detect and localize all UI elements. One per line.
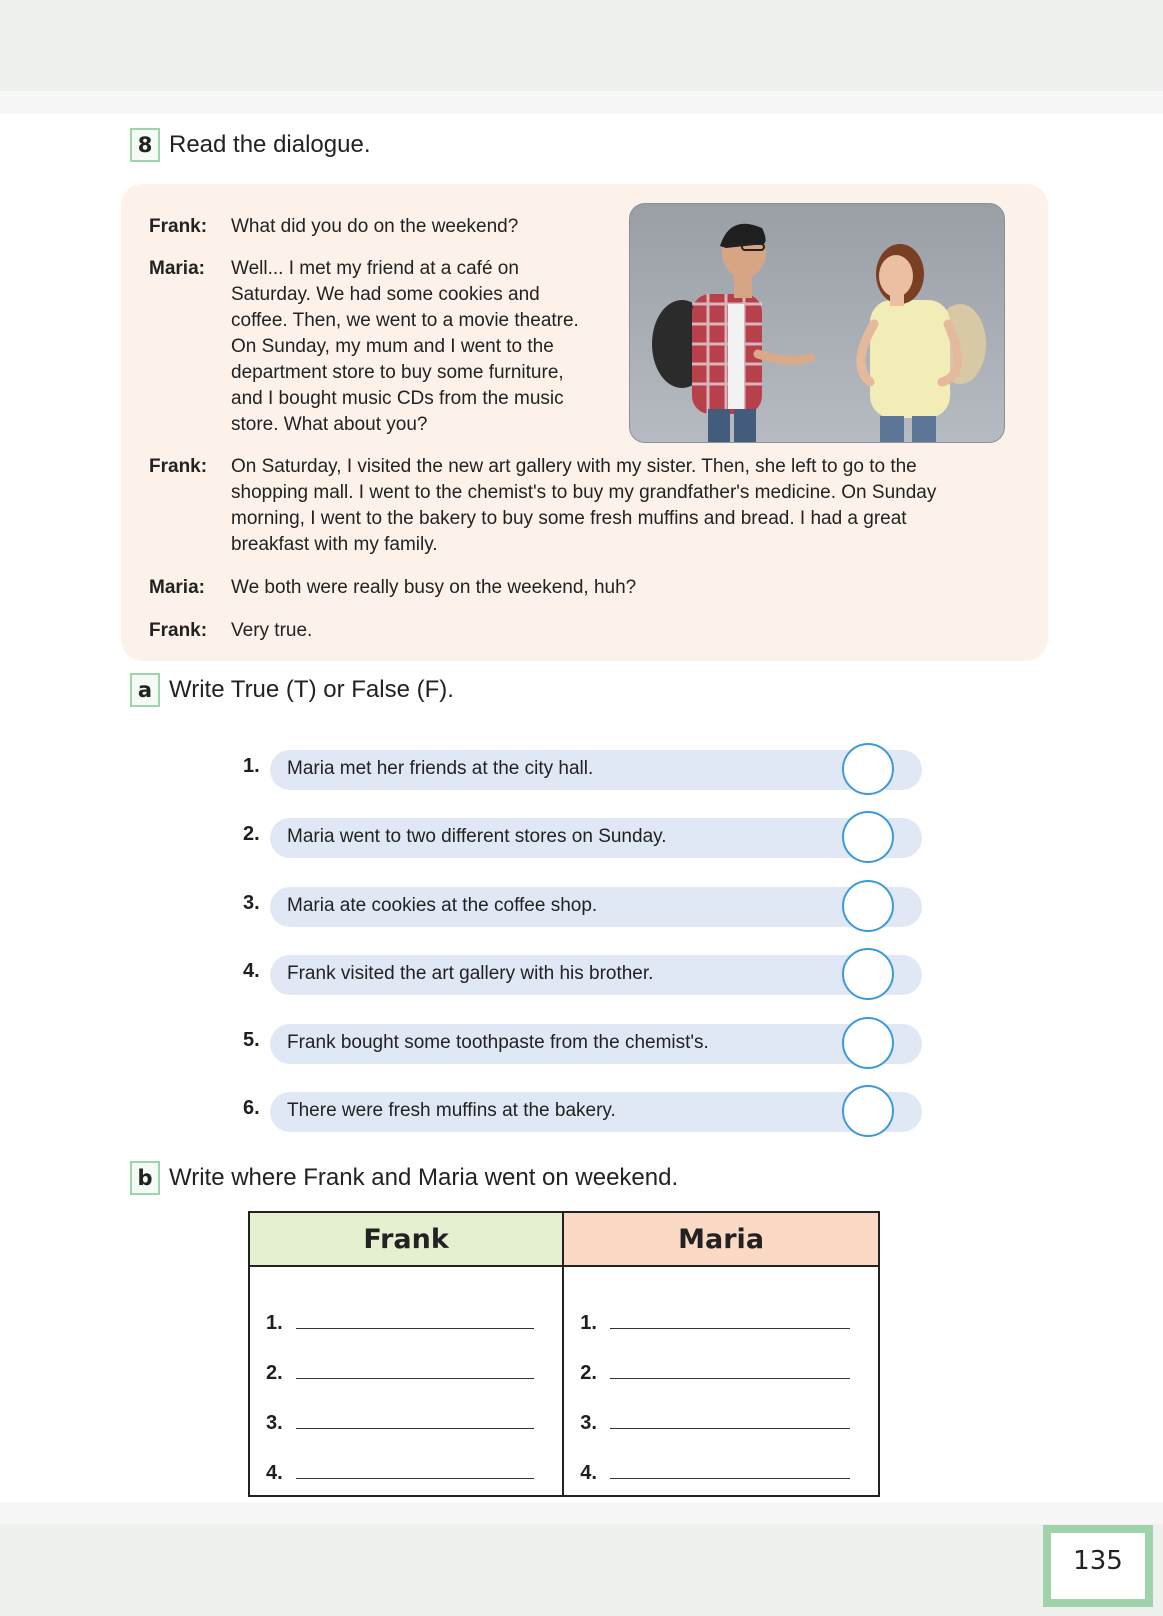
frank-column-header: Frank xyxy=(249,1212,563,1266)
places-table xyxy=(248,1211,880,1497)
blank-underline[interactable] xyxy=(296,1427,534,1429)
maria-answers xyxy=(563,1266,879,1496)
statement-text: Maria went to two different stores on Sunday. xyxy=(287,826,667,847)
answer-line[interactable] xyxy=(266,1435,534,1485)
speaker-label: Frank: xyxy=(149,620,208,641)
answer-circle[interactable] xyxy=(842,948,894,1000)
section-letter-badge: b xyxy=(130,1161,160,1195)
bottom-band-light xyxy=(0,1502,1163,1524)
frank-answers xyxy=(249,1266,563,1496)
statement-text: Maria met her friends at the city hall. xyxy=(287,758,594,779)
statement-text: Maria ate cookies at the coffee shop. xyxy=(287,895,598,916)
section-b-heading xyxy=(130,1161,678,1195)
true-false-item xyxy=(243,1016,923,1070)
line-number: 2. xyxy=(580,1362,597,1384)
item-number: 3. xyxy=(243,892,260,914)
blank-underline[interactable] xyxy=(296,1477,534,1479)
teens-talking-photo xyxy=(629,203,1005,443)
section-title: Write True (T) or False (F). xyxy=(169,676,454,703)
answer-line[interactable] xyxy=(266,1285,534,1335)
dialogue-text-line: coffee. Then, we went to a movie theatre. xyxy=(231,310,579,331)
item-number: 1. xyxy=(243,755,260,777)
item-number: 5. xyxy=(243,1029,260,1051)
answer-circle[interactable] xyxy=(842,743,894,795)
answer-line[interactable] xyxy=(580,1285,850,1335)
answer-circle[interactable] xyxy=(842,811,894,863)
answer-line[interactable] xyxy=(580,1435,850,1485)
section-letter-badge: a xyxy=(130,673,160,707)
dialogue-text-line: Well... I met my friend at a café on xyxy=(231,258,519,279)
answer-line[interactable] xyxy=(266,1335,534,1385)
top-band-light xyxy=(0,91,1163,114)
section-8-heading xyxy=(130,128,371,162)
statement-text: Frank bought some toothpaste from the chemist's. xyxy=(287,1032,709,1053)
dialogue-text-line: shopping mall. I went to the chemist's to buy my grandfather's medicine. On Sunday xyxy=(231,482,937,503)
section-number-badge: 8 xyxy=(130,128,160,162)
speaker-label: Frank: xyxy=(149,456,208,477)
blank-underline[interactable] xyxy=(296,1327,534,1329)
statement-text: Frank visited the art gallery with his brother. xyxy=(287,963,654,984)
true-false-item xyxy=(243,742,923,796)
item-number: 6. xyxy=(243,1097,260,1119)
photo-illustration xyxy=(630,204,1004,442)
blank-underline[interactable] xyxy=(610,1477,850,1479)
true-false-item xyxy=(243,1084,923,1138)
item-number: 4. xyxy=(243,960,260,982)
answer-line[interactable] xyxy=(580,1385,850,1435)
blank-underline[interactable] xyxy=(610,1427,850,1429)
maria-column-header: Maria xyxy=(563,1212,879,1266)
line-number: 3. xyxy=(580,1412,597,1434)
dialogue-text-line: Saturday. We had some cookies and xyxy=(231,284,540,305)
speaker-label: Frank: xyxy=(149,216,208,237)
statement-text: There were fresh muffins at the bakery. xyxy=(287,1100,616,1121)
speaker-label: Maria: xyxy=(149,577,205,598)
dialogue-text-line: and I bought music CDs from the music xyxy=(231,388,564,409)
line-number: 2. xyxy=(266,1362,283,1384)
line-number: 3. xyxy=(266,1412,283,1434)
page-number-box xyxy=(1043,1525,1153,1607)
dialogue-panel xyxy=(121,184,1048,661)
page-number: 135 xyxy=(1073,1546,1123,1576)
item-number: 2. xyxy=(243,823,260,845)
answer-circle[interactable] xyxy=(842,1017,894,1069)
dialogue-text: Very true. xyxy=(231,620,313,641)
dialogue-text-line: department store to buy some furniture, xyxy=(231,362,564,383)
line-number: 1. xyxy=(580,1312,597,1334)
answer-line[interactable] xyxy=(580,1335,850,1385)
answer-circle[interactable] xyxy=(842,880,894,932)
true-false-item xyxy=(243,879,923,933)
true-false-item xyxy=(243,947,923,1001)
dialogue-text-line: morning, I went to the bakery to buy some fresh muffins and bread. I had a great xyxy=(231,508,907,529)
dialogue-text-block xyxy=(231,454,1021,558)
speaker-label: Maria: xyxy=(149,258,205,279)
dialogue-text-block xyxy=(231,256,611,438)
answer-line[interactable] xyxy=(266,1385,534,1435)
dialogue-text-line: breakfast with my family. xyxy=(231,534,438,555)
blank-underline[interactable] xyxy=(610,1327,850,1329)
dialogue-text: We both were really busy on the weekend, huh? xyxy=(231,577,637,598)
dialogue-text: What did you do on the weekend? xyxy=(231,216,519,237)
line-number: 4. xyxy=(580,1462,597,1484)
true-false-item xyxy=(243,810,923,864)
dialogue-text-line: On Sunday, my mum and I went to the xyxy=(231,336,554,357)
section-title: Write where Frank and Maria went on weekend. xyxy=(169,1164,679,1191)
top-band xyxy=(0,0,1163,91)
blank-underline[interactable] xyxy=(610,1377,850,1379)
answer-circle[interactable] xyxy=(842,1085,894,1137)
line-number: 4. xyxy=(266,1462,283,1484)
section-title: Read the dialogue. xyxy=(169,131,371,158)
section-a-heading xyxy=(130,673,454,707)
blank-underline[interactable] xyxy=(296,1377,534,1379)
line-number: 1. xyxy=(266,1312,283,1334)
dialogue-text-line: On Saturday, I visited the new art gallery with my sister. Then, she left to go to the xyxy=(231,456,917,477)
dialogue-text-line: store. What about you? xyxy=(231,414,428,435)
